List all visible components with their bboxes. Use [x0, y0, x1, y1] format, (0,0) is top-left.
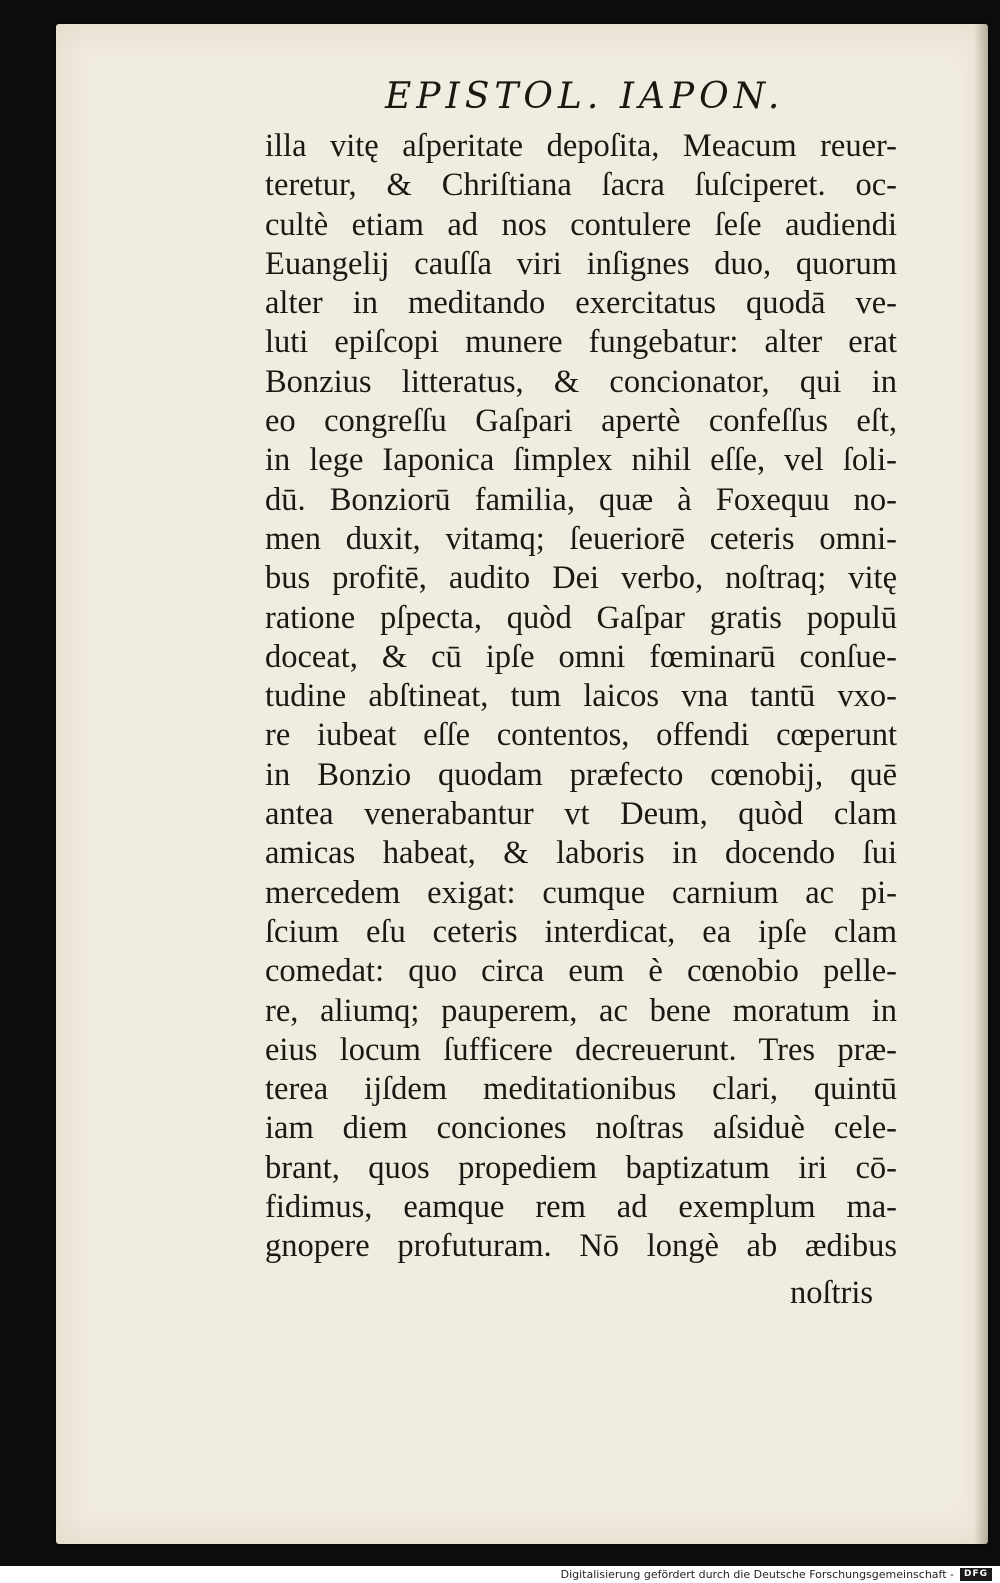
text-line: iam diem conciones noſtras aſsiduè cele-	[265, 1110, 897, 1147]
text-line: gnopere profuturam. Nō longè ab ædibus	[265, 1228, 897, 1265]
text-line: illa vitę aſperitate depoſita, Meacum reuer-	[265, 128, 897, 164]
text-line: re iubeat eſſe contentos, offendi cœperunt	[265, 717, 897, 754]
text-line: doceat, & cū ipſe omni fœminarū conſue-	[265, 638, 897, 675]
text-line: brant, quos propediem baptizatum iri cō-	[265, 1149, 897, 1186]
dfg-logo: DFG	[960, 1568, 992, 1581]
text-line: alter in meditando exercitatus quodā ve-	[265, 285, 897, 322]
text-line: eius locum ſufficere decreuerunt. Tres præ-	[265, 1031, 897, 1068]
text-line: eo congreſſu Gaſpari apertè confeſſus eſt,	[265, 403, 897, 440]
text-line: fidimus, eamque rem ad exemplum ma-	[265, 1189, 897, 1226]
digitization-footer	[0, 1566, 1000, 1583]
text-line: antea venerabantur vt Deum, quòd clam	[265, 796, 897, 833]
text-line: teretur, & Chriſtiana ſacra ſuſciperet. oc-	[265, 167, 897, 204]
page-edge-shadow	[974, 24, 988, 1544]
text-line: Bonzius litteratus, & concionator, qui in	[265, 363, 897, 400]
text-line: ſcium eſu ceteris interdicat, ea ipſe clam	[265, 913, 897, 950]
text-line: men duxit, vitamq; ſeueriorē ceteris omni-	[265, 520, 897, 557]
text-line: mercedem exigat: cumque carnium ac pi-	[265, 874, 897, 911]
running-head: EPISTOL. IAPON.	[385, 76, 785, 117]
body-text	[265, 127, 897, 1267]
text-line: luti epiſcopi munere fungebatur: alter erat	[265, 324, 897, 361]
funding-credit: Digitalisierung gefördert durch die Deutsche Forschungsgemeinschaft -	[560, 1568, 954, 1581]
text-line: terea ijſdem meditationibus clari, quintū	[265, 1071, 897, 1108]
text-line: in Bonzio quodam præfecto cœnobij, quē	[265, 756, 897, 793]
catchword: noſtris	[790, 1275, 874, 1311]
text-line: in lege Iaponica ſimplex nihil eſſe, vel ſoli-	[265, 442, 897, 479]
text-line: ratione pſpecta, quòd Gaſpar gratis populū	[265, 599, 897, 636]
text-line: dū. Bonziorū familia, quæ à Foxequu no-	[265, 481, 897, 518]
text-line: Euangelij cauſſa viri inſignes duo, quorum	[265, 245, 897, 282]
text-line: tudine abſtineat, tum laicos vna tantū vxo-	[265, 678, 897, 715]
text-line: comedat: quo circa eum è cœnobio pelle-	[265, 953, 897, 990]
text-line: bus profitē, audito Dei verbo, noſtraq; vitę	[265, 560, 897, 597]
text-line: cultè etiam ad nos contulere ſeſe audiendi	[265, 206, 897, 243]
text-line: re, aliumq; pauperem, ac bene moratum in	[265, 992, 897, 1029]
text-line: amicas habeat, & laboris in docendo ſui	[265, 835, 897, 872]
